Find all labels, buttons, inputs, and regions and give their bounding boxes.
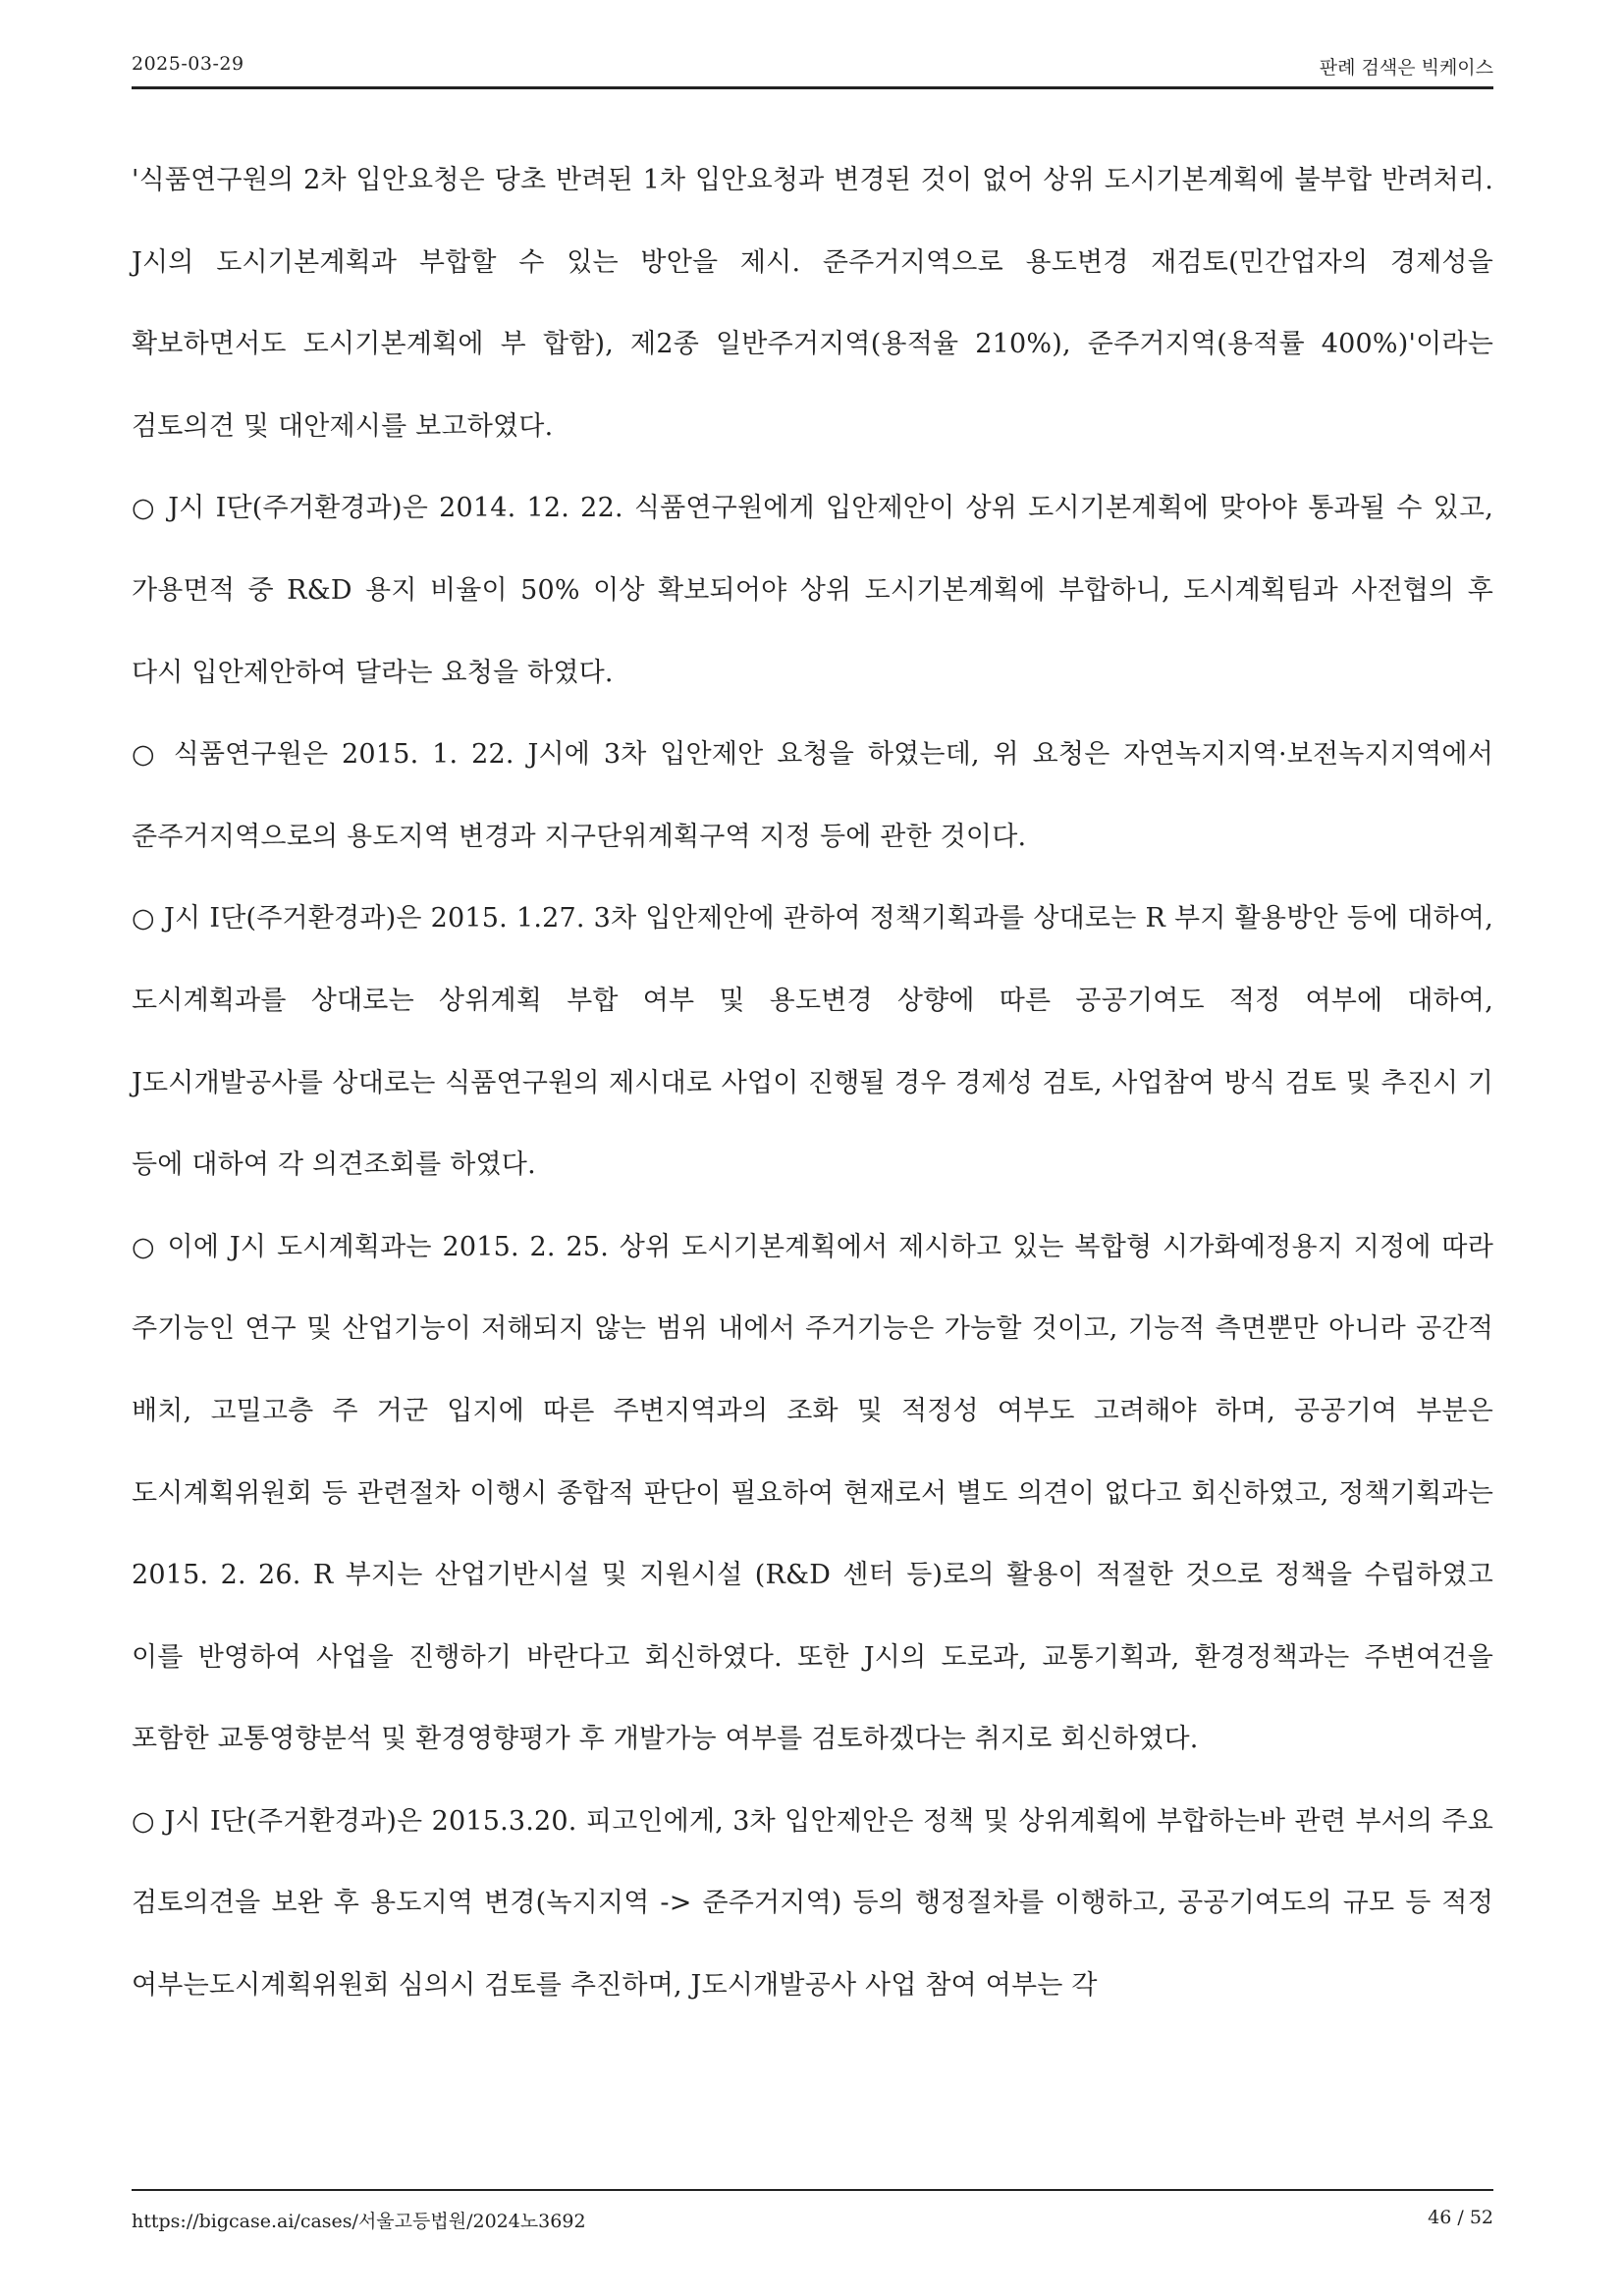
body-paragraph: ○ J시 I단(주거환경과)은 2015. 1.27. 3차 입안제안에 관하여 정책기획과를 상대로는 R 부지 활용방안 등에 대하여, 도시계획과를 상대로는 상위계획 부합 여부 및 용도변경 상향에 따른 공공기여도 적정 여부에 대하여, J도시개발공사를 상대로는 식품연구원의 제시대로 사업이 진행될 경우 경제성 검토, 사업참여 방식 검토 및 추진시 기 등에 대하여 각 의견조회를 하였다. <box>132 903 1493 1181</box>
header-date: 2025-03-29 <box>132 53 244 75</box>
header-site-title: 판례 검색은 빅케이스 <box>1319 57 1493 79</box>
footer-url: https://bigcase.ai/cases/서울고등법원/2024노3692 <box>132 2211 586 2232</box>
body-paragraph: ○ J시 I단(주거환경과)은 2014. 12. 22. 식품연구원에게 입안제안이 상위 도시기본계획에 맞아야 통과될 수 있고, 가용면적 중 R&D 용지 비율이 50% 이상 확보되어야 상위 도시기본계획에 부합하니, 도시계획팀과 사전협의 후 다시 입안제안하여 달라는 요청을 하였다. <box>132 493 1493 688</box>
page-footer <box>132 2189 1493 2250</box>
body-paragraph: ○ 식품연구원은 2015. 1. 22. J시에 3차 입안제안 요청을 하였는데, 위 요청은 자연녹지지역·보전녹지지역에서 준주거지역으로의 용도지역 변경과 지구단위계획구역 지정 등에 관한 것이다. <box>132 739 1493 852</box>
body-paragraph: ○ J시 I단(주거환경과)은 2015.3.20. 피고인에게, 3차 입안제안은 정책 및 상위계획에 부합하는바 관련 부서의 주요 검토의견을 보완 후 용도지역 변경(녹지지역 -> 준주거지역) 등의 행정절차를 이행하고, 공공기여도의 규모 등 적정 여부는도시계획위원회 심의시 검토를 추진하며, J도시개발공사 사업 참여 여부는 각 <box>132 1805 1493 2002</box>
document-body <box>132 139 1493 2027</box>
page-header <box>132 49 1493 89</box>
body-paragraph: '식품연구원의 2차 입안요청은 당초 반려된 1차 입안요청과 변경된 것이 없어 상위 도시기본계획에 불부합 반려처리. J시의 도시기본계획과 부합할 수 있는 방안을 제시. 준주거지역으로 용도변경 재검토(민간업자의 경제성을 확보하면서도 도시기본계획에 부 합함), 제2종 일반주거지역(용적율 210%), 준주거지역(용적률 400%)'이라는 검토의견 및 대안제시를 보고하였다. <box>132 165 1493 442</box>
body-paragraph: ○ 이에 J시 도시계획과는 2015. 2. 25. 상위 도시기본계획에서 제시하고 있는 복합형 시가화예정용지 지정에 따라 주기능인 연구 및 산업기능이 저해되지 않는 범위 내에서 주거기능은 가능할 것이고, 기능적 측면뿐만 아니라 공간적 배치, 고밀고층 주 거군 입지에 따른 주변지역과의 조화 및 적정성 여부도 고려해야 하며, 공공기여 부분은 도시계획위원회 등 관련절차 이행시 종합적 판단이 필요하여 현재로서 별도 의견이 없다고 회신하였고, 정책기획과는 2015. 2. 26. R 부지는 산업기반시설 및 지원시설 (R&D 센터 등)로의 활용이 적절한 것으로 정책을 수립하였고 이를 반영하여 사업을 진행하기 바란다고 회신하였다. 또한 J시의 도로과, 교통기획과, 환경정책과는 주변여건을 포함한 교통영향분석 및 환경영향평가 후 개발가능 여부를 검토하겠다는 취지로 회신하였다. <box>132 1231 1493 1755</box>
page-number: 46 / 52 <box>1428 2207 1493 2228</box>
